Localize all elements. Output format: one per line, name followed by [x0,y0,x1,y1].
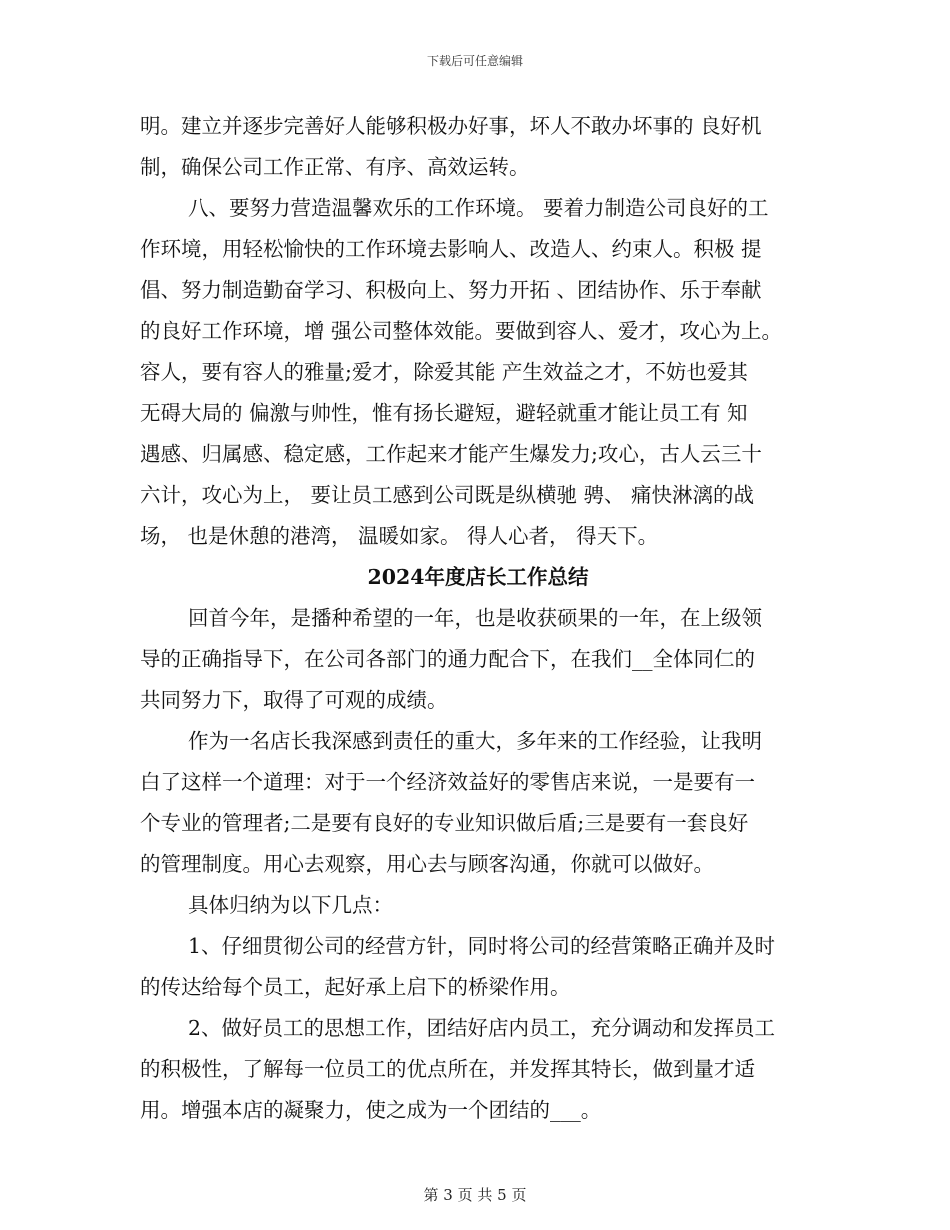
body-line: 导的正确指导下，在公司各部门的通力配合下，在我们__全体同仁的 [140,647,755,671]
body-line: 场， 也是休憩的港湾， 温暖如家。 得人心者， 得天下。 [140,524,659,548]
body-line: 作为一名店长我深感到责任的重大，多年来的工作经验，让我明 [188,729,762,753]
body-line: 明。建立并逐步完善好人能够积极办好事，坏人不敢办坏事的 良好机 [140,114,762,138]
body-line: 的管理制度。用心去观察，用心去与顾客沟通，你就可以做好。 [140,852,714,876]
body-line: 的良好工作环境，增 强公司整体效能。要做到容人、爱才，攻心为上。 [140,319,783,343]
body-line: 回首今年，是播种希望的一年，也是收获硕果的一年，在上级领 [188,606,762,630]
body-line: 无碍大局的 偏激与帅性，惟有扬长避短，避轻就重才能让员工有 知 [140,401,748,425]
body-line: 用。增强本店的凝聚力，使之成为一个团结的___。 [140,1098,602,1122]
body-line: 具体归纳为以下几点： [188,893,393,917]
body-line: 的传达给每个员工，起好承上启下的桥梁作用。 [140,975,571,999]
body-line: 共同努力下，取得了可观的成绩。 [140,688,448,712]
body-line: 倡、努力制造勤奋学习、积极向上、努力开拓 、团结协作、乐于奉献 [140,278,762,302]
body-line: 六计，攻心为上， 要让员工感到公司既是纵横驰 骋、 痛快淋漓的战 [140,483,755,507]
body-line: 遇感、归属感、稳定感，工作起来才能产生爆发力;攻心，古人云三十 [140,442,762,466]
section-title: 2024年度店长工作总结 [367,565,589,589]
body-line: 白了这样一个道理：对于一个经济效益好的零售店来说，一是要有一 [140,770,755,794]
body-line: 1、仔细贯彻公司的经营方针，同时将公司的经营策略正确并及时 [188,934,776,958]
body-line: 个专业的管理者;二是要有良好的专业知识做后盾;三是要有一套良好 [140,811,749,835]
document-body [140,106,816,1131]
page-header: 下载后可任意编辑 [426,54,523,68]
body-line: 的积极性，了解每一位员工的优点所在，并发挥其特长，做到量才适 [140,1057,755,1081]
body-line: 容人，要有容人的雅量;爱才，除爱其能 产生效益之才，不妨也爱其 [140,360,748,384]
body-line: 作环境，用轻松愉快的工作环境去影响人、改造人、约束人。积极 提 [140,237,762,261]
page-number-footer: 第 3 页 共 5 页 [423,1186,527,1204]
body-line: 2、做好员工的思想工作，团结好店内员工，充分调动和发挥员工 [188,1016,776,1040]
body-line: 制，确保公司工作正常、有序、高效运转。 [140,155,530,179]
body-line: 八、要努力营造温馨欢乐的工作环境。 要着力制造公司良好的工 [188,196,769,220]
